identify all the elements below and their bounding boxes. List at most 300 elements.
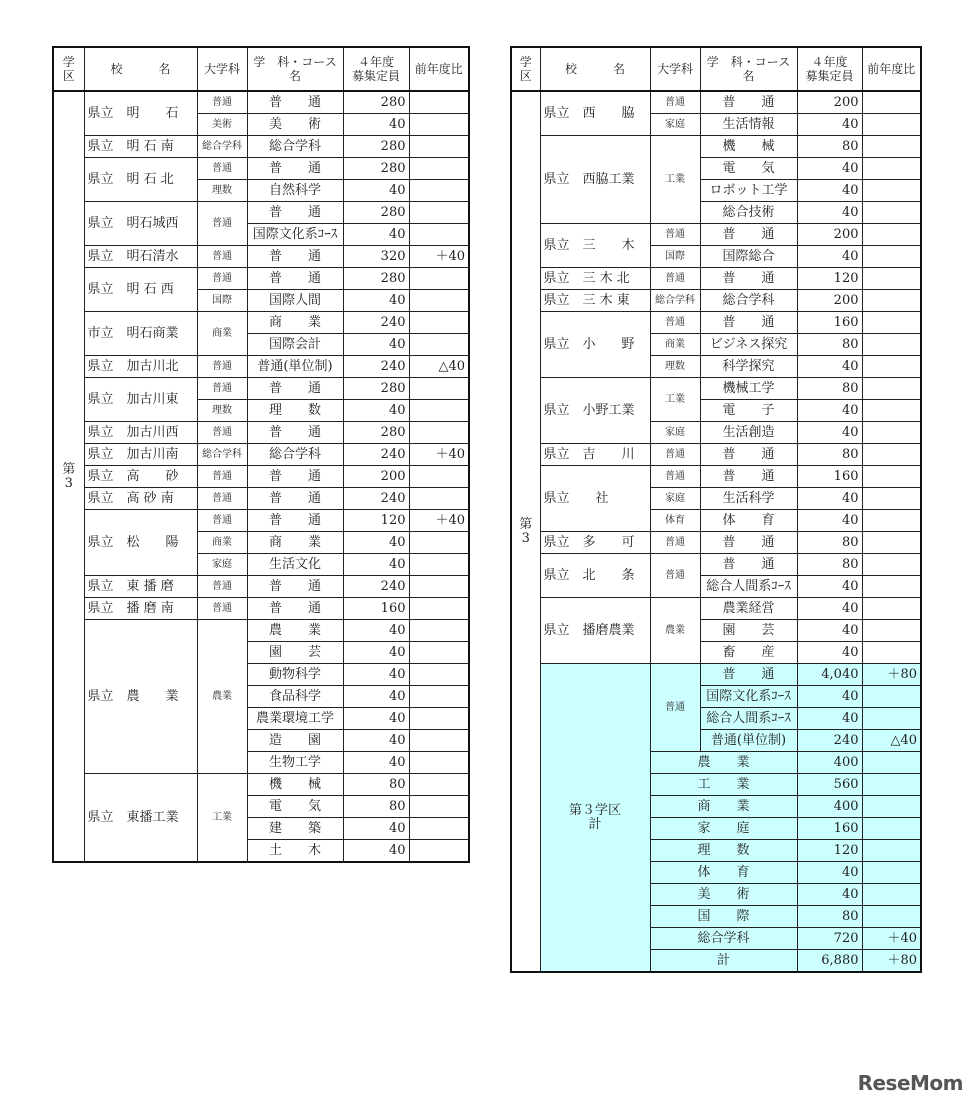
course-cell: 生活情報 [700, 114, 797, 136]
quota-cell: 80 [797, 444, 862, 466]
course-cell: 普 通 [247, 91, 343, 114]
year-diff-cell [409, 488, 469, 510]
department-cell: 家庭 [650, 114, 700, 136]
course-cell: ビジネス探究 [700, 334, 797, 356]
table-row [511, 378, 921, 400]
school-name: 県立 吉 川 [540, 444, 650, 466]
course-cell: 普 通 [247, 158, 343, 180]
course-cell: 国際人間 [247, 290, 343, 312]
quota-cell: 40 [797, 598, 862, 620]
school-name: 県立 播磨農業 [540, 598, 650, 664]
course-cell: 農業環境工学 [247, 708, 343, 730]
year-diff-cell [409, 268, 469, 290]
quota-cell: 40 [343, 334, 409, 356]
totals-course: 商 業 [650, 796, 797, 818]
course-cell: 普 通 [247, 466, 343, 488]
department-cell: 総合学科 [197, 136, 247, 158]
totals-course: 総合人間系ｺｰｽ [700, 708, 797, 730]
quota-cell: 40 [797, 488, 862, 510]
totals-quota: 40 [797, 862, 862, 884]
totals-diff [862, 862, 921, 884]
quota-cell: 40 [343, 664, 409, 686]
totals-course: 国際文化系ｺｰｽ [700, 686, 797, 708]
quota-cell: 280 [343, 378, 409, 400]
quota-cell: 320 [343, 246, 409, 268]
quota-cell: 80 [797, 334, 862, 356]
department-cell: 国際 [650, 246, 700, 268]
course-cell: 生物工学 [247, 752, 343, 774]
course-cell: 造 園 [247, 730, 343, 752]
table-row [53, 91, 469, 114]
year-diff-cell [409, 554, 469, 576]
course-cell: 普 通 [700, 268, 797, 290]
year-diff-cell [409, 400, 469, 422]
table-row [511, 224, 921, 246]
quota-cell: 200 [343, 466, 409, 488]
course-cell: 国際総合 [700, 246, 797, 268]
totals-course: 理 数 [650, 840, 797, 862]
quota-cell: 40 [797, 180, 862, 202]
totals-course: 計 [650, 950, 797, 973]
totals-course: 普通(単位制) [700, 730, 797, 752]
table-row [53, 422, 469, 444]
quota-cell: 40 [343, 114, 409, 136]
quota-cell: 40 [797, 400, 862, 422]
quota-cell: 280 [343, 91, 409, 114]
totals-diff [862, 708, 921, 730]
table-row [53, 356, 469, 378]
totals-diff [862, 796, 921, 818]
course-cell: 総合人間系ｺｰｽ [700, 576, 797, 598]
course-cell: 普 通 [247, 422, 343, 444]
totals-quota: 40 [797, 884, 862, 906]
school-name: 県立 高 砂 南 [84, 488, 197, 510]
totals-course: 美 術 [650, 884, 797, 906]
department-cell: 農業 [650, 598, 700, 664]
course-cell: 畜 産 [700, 642, 797, 664]
totals-quota: 240 [797, 730, 862, 752]
year-diff-cell [862, 532, 921, 554]
year-diff-cell [862, 180, 921, 202]
totals-quota: 160 [797, 818, 862, 840]
totals-quota: 40 [797, 708, 862, 730]
department-cell: 理数 [197, 400, 247, 422]
quota-cell: 40 [343, 620, 409, 642]
course-cell: 普 通 [700, 224, 797, 246]
header-course: 学 科・コース名 [700, 47, 797, 91]
table-row [53, 312, 469, 334]
year-diff-cell [409, 730, 469, 752]
course-cell: 美 術 [247, 114, 343, 136]
year-diff-cell [409, 818, 469, 840]
department-cell: 商業 [650, 334, 700, 356]
table-row [53, 598, 469, 620]
school-name: 市立 明石商業 [84, 312, 197, 356]
table-row [53, 444, 469, 466]
school-name: 県立 三 木 [540, 224, 650, 268]
year-diff-cell [409, 576, 469, 598]
course-cell: 自然科学 [247, 180, 343, 202]
school-name: 県立 明 石 西 [84, 268, 197, 312]
course-cell: 電 気 [247, 796, 343, 818]
course-cell: 国際文化系ｺｰｽ [247, 224, 343, 246]
year-diff-cell [409, 202, 469, 224]
table-row [53, 268, 469, 290]
quota-cell: 160 [797, 466, 862, 488]
course-cell: 機械工学 [700, 378, 797, 400]
year-diff-cell [862, 576, 921, 598]
school-name: 県立 三 木 東 [540, 290, 650, 312]
quota-cell: 80 [797, 378, 862, 400]
department-cell: 普通 [197, 488, 247, 510]
totals-diff [862, 774, 921, 796]
year-diff-cell [409, 466, 469, 488]
school-name: 県立 東 播 磨 [84, 576, 197, 598]
school-name: 県立 加古川東 [84, 378, 197, 422]
quota-cell: 40 [343, 400, 409, 422]
quota-cell: 120 [343, 510, 409, 532]
quota-cell: 200 [797, 290, 862, 312]
course-cell: 普 通 [700, 554, 797, 576]
quota-cell: 40 [797, 158, 862, 180]
table-row [53, 158, 469, 180]
header-quota: ４年度 募集定員 [797, 47, 862, 91]
totals-quota: 400 [797, 796, 862, 818]
course-cell: 園 芸 [247, 642, 343, 664]
header-district: 学区 [511, 47, 540, 91]
course-cell: 機 械 [247, 774, 343, 796]
year-diff-cell [862, 312, 921, 334]
department-cell: 普通 [650, 466, 700, 488]
quota-cell: 240 [343, 356, 409, 378]
school-name: 県立 松 陽 [84, 510, 197, 576]
course-cell: 普 通 [247, 268, 343, 290]
department-cell: 普通 [650, 224, 700, 246]
year-diff-cell [409, 598, 469, 620]
quota-cell: 240 [343, 576, 409, 598]
quota-cell: 280 [343, 136, 409, 158]
year-diff-cell [409, 796, 469, 818]
totals-diff [862, 906, 921, 928]
department-cell: 家庭 [197, 554, 247, 576]
totals-diff: △40 [862, 730, 921, 752]
course-cell: 生活文化 [247, 554, 343, 576]
quota-cell: 280 [343, 202, 409, 224]
table-row [53, 576, 469, 598]
year-diff-cell [409, 752, 469, 774]
course-cell: 普 通 [247, 510, 343, 532]
district-cell: 第 3 [53, 91, 84, 862]
quota-cell: 40 [343, 532, 409, 554]
year-diff-cell [862, 114, 921, 136]
year-diff-cell [862, 488, 921, 510]
school-name: 県立 東播工業 [84, 774, 197, 863]
year-diff-cell [409, 224, 469, 246]
course-cell: 建 築 [247, 818, 343, 840]
course-cell: 総合学科 [700, 290, 797, 312]
totals-course: 総合学科 [650, 928, 797, 950]
totals-course: 普 通 [700, 664, 797, 686]
totals-diff: ＋80 [862, 950, 921, 973]
year-diff-cell [862, 202, 921, 224]
department-cell: 普通 [197, 91, 247, 114]
year-diff-cell [862, 598, 921, 620]
department-cell: 国際 [197, 290, 247, 312]
table-row [53, 378, 469, 400]
school-name: 県立 北 条 [540, 554, 650, 598]
school-name: 県立 播 磨 南 [84, 598, 197, 620]
table-row [53, 488, 469, 510]
school-name: 県立 多 可 [540, 532, 650, 554]
header-department: 大学科 [650, 47, 700, 91]
department-cell: 普通 [650, 268, 700, 290]
department-cell: 商業 [197, 312, 247, 356]
table-row [511, 598, 921, 620]
year-diff-cell [862, 158, 921, 180]
totals-course: 工 業 [650, 774, 797, 796]
department-cell: 普通 [650, 91, 700, 114]
course-cell: 商 業 [247, 532, 343, 554]
year-diff-cell [409, 312, 469, 334]
year-diff-cell [862, 268, 921, 290]
totals-course: 体 育 [650, 862, 797, 884]
quota-cell: 40 [797, 620, 862, 642]
year-diff-cell [862, 136, 921, 158]
course-cell: 総合技術 [700, 202, 797, 224]
totals-quota: 4,040 [797, 664, 862, 686]
course-cell: 総合学科 [247, 136, 343, 158]
totals-course: 家 庭 [650, 818, 797, 840]
quota-cell: 40 [343, 180, 409, 202]
year-diff-cell [409, 334, 469, 356]
year-diff-cell [862, 246, 921, 268]
totals-diff [862, 752, 921, 774]
department-cell: 家庭 [650, 422, 700, 444]
header-year-diff: 前年度比 [862, 47, 921, 91]
header-school-name: 校 名 [84, 47, 197, 91]
school-name: 県立 西 脇 [540, 91, 650, 136]
header-department: 大学科 [197, 47, 247, 91]
school-name: 県立 明石清水 [84, 246, 197, 268]
course-cell: 食品科学 [247, 686, 343, 708]
course-cell: 普 通 [247, 488, 343, 510]
course-cell: 総合学科 [247, 444, 343, 466]
year-diff-cell [862, 91, 921, 114]
quota-cell: 40 [797, 642, 862, 664]
department-cell: 農業 [197, 620, 247, 774]
quota-cell: 40 [343, 642, 409, 664]
quota-cell: 40 [343, 554, 409, 576]
department-cell: 工業 [650, 136, 700, 224]
year-diff-cell [862, 290, 921, 312]
department-cell: 理数 [197, 180, 247, 202]
department-cell: 美術 [197, 114, 247, 136]
year-diff-cell [862, 334, 921, 356]
totals-quota: 80 [797, 906, 862, 928]
year-diff-cell [409, 158, 469, 180]
course-cell: 普 通 [700, 532, 797, 554]
department-cell: 普通 [197, 576, 247, 598]
table-row [511, 91, 921, 114]
course-cell: 機 械 [700, 136, 797, 158]
table-row [511, 136, 921, 158]
enrollment-table-left [52, 46, 470, 863]
school-name: 県立 高 砂 [84, 466, 197, 488]
course-cell: 体 育 [700, 510, 797, 532]
table-row [53, 620, 469, 642]
totals-quota: 720 [797, 928, 862, 950]
quota-cell: 80 [797, 136, 862, 158]
department-cell: 家庭 [650, 488, 700, 510]
year-diff-cell [409, 774, 469, 796]
quota-cell: 40 [343, 730, 409, 752]
year-diff-cell [862, 510, 921, 532]
course-cell: 普 通 [247, 576, 343, 598]
year-diff-cell: ＋40 [409, 510, 469, 532]
course-cell: 園 芸 [700, 620, 797, 642]
header-year-diff: 前年度比 [409, 47, 469, 91]
quota-cell: 40 [797, 202, 862, 224]
year-diff-cell [409, 91, 469, 114]
header-school-name: 校 名 [540, 47, 650, 91]
totals-diff [862, 840, 921, 862]
course-cell: 普通(単位制) [247, 356, 343, 378]
quota-cell: 40 [343, 840, 409, 863]
quota-cell: 40 [343, 752, 409, 774]
department-cell: 総合学科 [650, 290, 700, 312]
department-cell: 普通 [197, 268, 247, 290]
department-cell: 普通 [197, 202, 247, 246]
resemom-logo: ReseMom [857, 1071, 963, 1095]
totals-diff: ＋80 [862, 664, 921, 686]
department-cell: 普通 [650, 444, 700, 466]
course-cell: 普 通 [247, 378, 343, 400]
school-name: 県立 加古川西 [84, 422, 197, 444]
table-row [53, 136, 469, 158]
totals-quota: 6,880 [797, 950, 862, 973]
school-name: 県立 西脇工業 [540, 136, 650, 224]
year-diff-cell [409, 114, 469, 136]
quota-cell: 40 [343, 818, 409, 840]
course-cell: 普 通 [700, 466, 797, 488]
year-diff-cell [862, 378, 921, 400]
course-cell: 農業経営 [700, 598, 797, 620]
year-diff-cell [409, 686, 469, 708]
department-cell: 普通 [197, 598, 247, 620]
department-cell: 理数 [650, 356, 700, 378]
enrollment-table-right [510, 46, 922, 973]
quota-cell: 40 [797, 510, 862, 532]
year-diff-cell [862, 466, 921, 488]
year-diff-cell [409, 180, 469, 202]
header-district: 学区 [53, 47, 84, 91]
school-name: 県立 農 業 [84, 620, 197, 774]
year-diff-cell [409, 664, 469, 686]
totals-course: 国 際 [650, 906, 797, 928]
year-diff-cell [409, 422, 469, 444]
quota-cell: 40 [797, 246, 862, 268]
quota-cell: 40 [343, 224, 409, 246]
department-cell: 商業 [197, 532, 247, 554]
year-diff-cell [862, 400, 921, 422]
course-cell: 農 業 [247, 620, 343, 642]
department-cell: 普通 [197, 422, 247, 444]
department-cell: 工業 [650, 378, 700, 422]
quota-cell: 240 [343, 312, 409, 334]
quota-cell: 40 [343, 290, 409, 312]
table-row [53, 202, 469, 224]
header-course: 学 科・コース名 [247, 47, 343, 91]
header-quota: ４年度 募集定員 [343, 47, 409, 91]
totals-course: 農 業 [650, 752, 797, 774]
year-diff-cell [409, 378, 469, 400]
department-cell: 普通 [650, 532, 700, 554]
totals-label: 第３学区 計 [540, 664, 650, 973]
school-name: 県立 明 石 北 [84, 158, 197, 202]
table-row [511, 466, 921, 488]
district-cell: 第 3 [511, 91, 540, 972]
school-name: 県立 加古川北 [84, 356, 197, 378]
course-cell: 普 通 [247, 202, 343, 224]
course-cell: 土 木 [247, 840, 343, 863]
school-name: 県立 小 野 [540, 312, 650, 378]
quota-cell: 200 [797, 91, 862, 114]
quota-cell: 160 [797, 312, 862, 334]
course-cell: 国際会計 [247, 334, 343, 356]
quota-cell: 40 [797, 356, 862, 378]
course-cell: 動物科学 [247, 664, 343, 686]
department-cell: 総合学科 [197, 444, 247, 466]
school-name: 県立 加古川南 [84, 444, 197, 466]
quota-cell: 200 [797, 224, 862, 246]
totals-diff [862, 686, 921, 708]
course-cell: 普 通 [247, 246, 343, 268]
year-diff-cell: △40 [409, 356, 469, 378]
department-cell: 普通 [650, 312, 700, 334]
totals-quota: 120 [797, 840, 862, 862]
department-cell: 普通 [197, 510, 247, 532]
totals-quota: 40 [797, 686, 862, 708]
quota-cell: 280 [343, 422, 409, 444]
quota-cell: 280 [343, 268, 409, 290]
course-cell: 商 業 [247, 312, 343, 334]
quota-cell: 280 [343, 158, 409, 180]
year-diff-cell [862, 554, 921, 576]
totals-quota: 560 [797, 774, 862, 796]
year-diff-cell [409, 840, 469, 863]
table-row [53, 466, 469, 488]
quota-cell: 80 [797, 532, 862, 554]
school-name: 県立 明 石 南 [84, 136, 197, 158]
department-cell: 工業 [197, 774, 247, 863]
department-cell: 普通 [197, 246, 247, 268]
course-cell: 生活創造 [700, 422, 797, 444]
year-diff-cell [862, 422, 921, 444]
totals-general-dept: 普通 [650, 664, 700, 752]
totals-row [511, 664, 921, 686]
department-cell: 普通 [197, 378, 247, 400]
table-row [53, 510, 469, 532]
totals-diff: ＋40 [862, 928, 921, 950]
quota-cell: 40 [797, 114, 862, 136]
course-cell: 普 通 [700, 91, 797, 114]
year-diff-cell [862, 444, 921, 466]
table-row [511, 312, 921, 334]
year-diff-cell [862, 224, 921, 246]
totals-diff [862, 884, 921, 906]
table-row [511, 532, 921, 554]
table-row [53, 246, 469, 268]
